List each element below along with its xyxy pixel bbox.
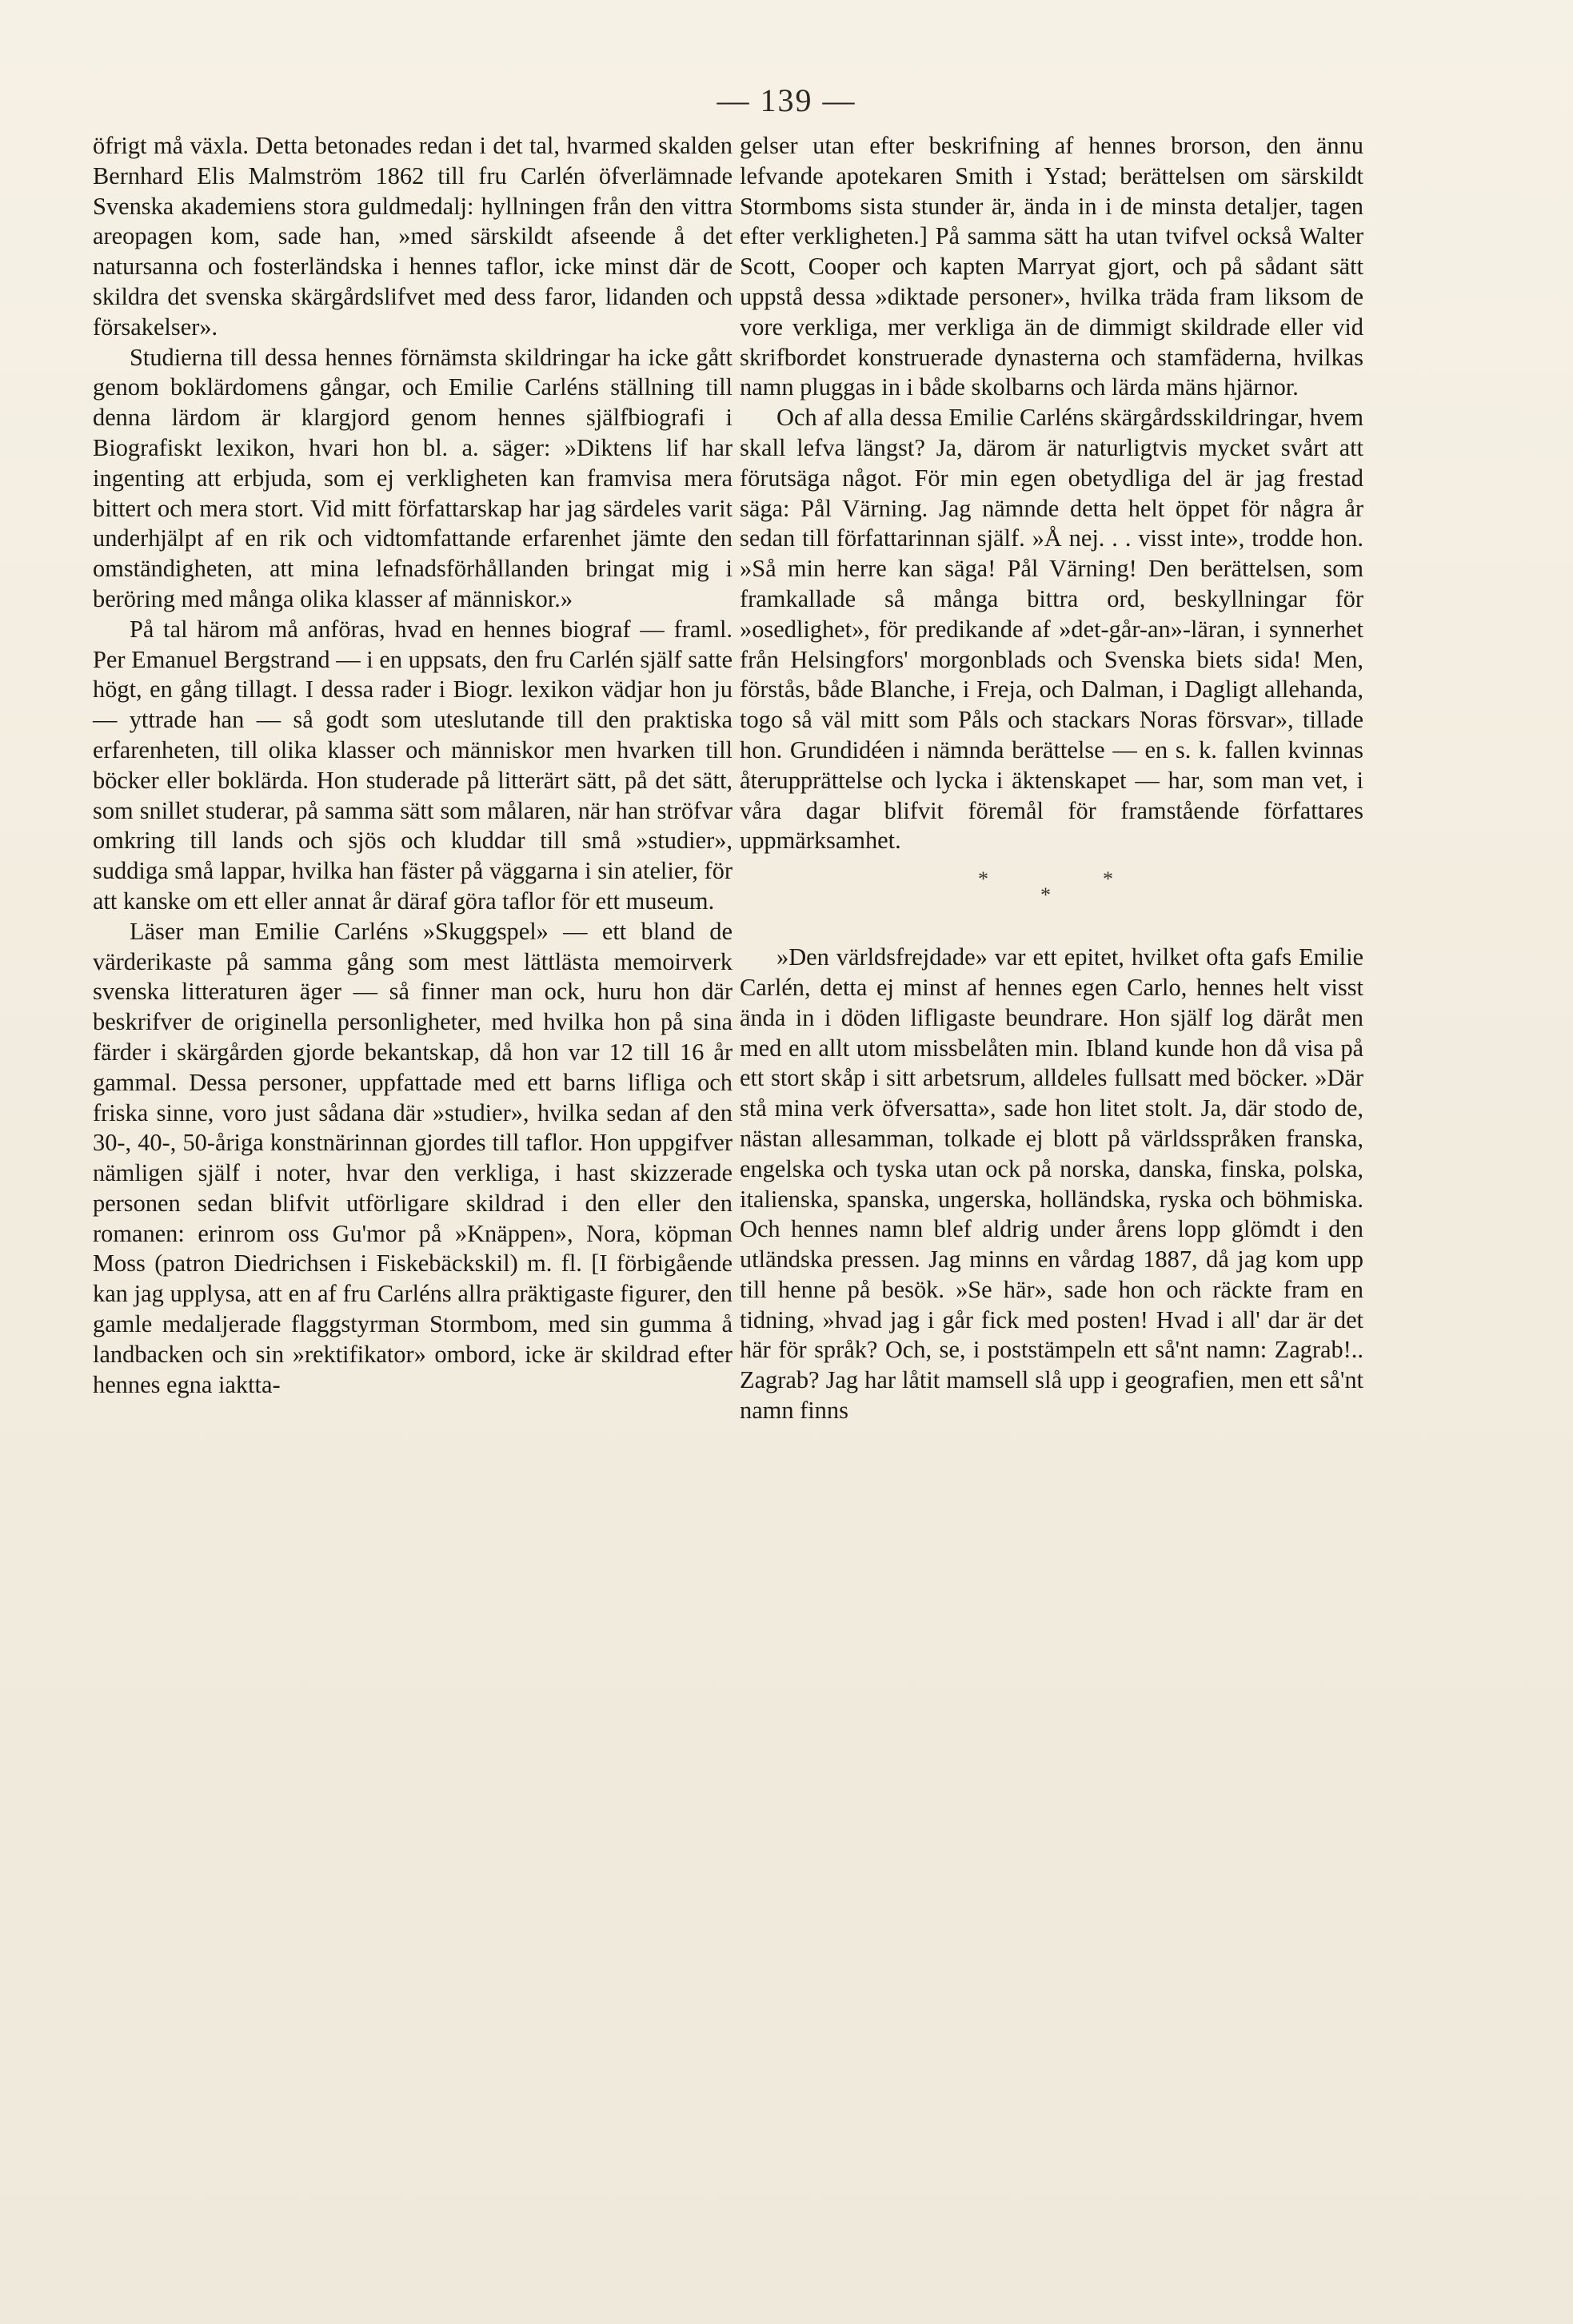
- left-column: [93, 131, 733, 1400]
- paragraph: Studierna till dessa hennes förnämsta skildringar ha icke gått genom boklärdomens gångar, och Emilie Carléns ställning till denna lärdom är klargjord genom hennes själfbiografi i Biografiskt lexikon, hvari hon bl. a. säger: »Diktens lif har ingenting att erbjuda, som ej verkligheten kan framvisa mera bittert och mera stort. Vid mitt författarskap har jag särdeles varit underhjälpt af en rik och vidtomfattande erfarenhet jämte den omständigheten, att mina lefnadsförhållanden bringat mig i beröring med många olika klasser af människor.»: [93, 343, 733, 612]
- paragraph: gelser utan efter beskrifning af hennes brorson, den ännu lefvande apotekaren Smith i Ystad; berättelsen om särskildt Stormboms sista stunder är, ända in i de minsta detaljer, tagen efter verkligheten.] På samma sätt ha utan tvifvel också Walter Scott, Cooper och kapten Marryat gjort, och på sådant sätt uppstå dessa »diktade personer», hvilka träda fram liksom de vore verkliga, mer verkliga än de dimmigt skildrade eller vid skrifbordet konstruerade dynasterna och stamfäderna, hvilkas namn pluggas in i både skolbarns och lärda mäns hjärnor.: [740, 132, 1363, 401]
- asterisk-glyph: *: [978, 867, 988, 891]
- paragraph: öfrigt må växla. Detta betonades redan i det tal, hvarmed skalden Bernhard Elis Malmström 1862 till fru Carlén öfverlämnade Svenska akademiens stora guldmedalj: hyllningen från den vittra areopagen kom, sade han, »med särskildt afseende å det natursanna och fosterländska i hennes taflor, icke minst där de skildra det svenska skärgårdslifvet med dess faror, lidanden och försakelser».: [93, 132, 733, 341]
- right-column: [740, 131, 1363, 1426]
- asterisk-glyph: *: [1103, 867, 1113, 891]
- paragraph: Läser man Emilie Carléns »Skuggspel» — ett bland de värderikaste på samma gång som mest lättlästa memoirverk svenska litteraturen äger — så finner man ock, huru hon där beskrifver de originella personligheter, med hvilka hon på sina färder i skärgården gjorde bekantskap, då hon var 12 till 16 år gammal. Dessa personer, uppfattade med ett barns lifliga och friska sinne, voro just sådana där »studier», hvilka sedan af den 30-, 40-, 50-åriga konstnärinnan gjordes till taflor. Hon uppgifver nämligen själf i noter, hvar den verkliga, i hast skizzerade personen sedan blifvit utförligare skildrad i den eller den romanen: erinrom oss Gu'mor på »Knäppen», Nora, köpman Moss (patron Diedrichsen i Fiskebäckskil) m. fl. [I förbigående kan jag upplysa, att en af fru Carléns allra präktigaste figurer, den gamle medaljerade flaggstyrman Stormbom, med sin gumma å landbacken och sin »rektifikator» ombord, icke är skildrad efter hennes egna iaktta-: [93, 917, 733, 1398]
- paragraph: På tal härom må anföras, hvad en hennes biograf — framl. Per Emanuel Bergstrand — i en uppsats, den fru Carlén själf satte högt, en gång tillagt. I dessa rader i Biogr. lexikon vädjar hon ju — yttrade han — så godt som uteslutande till den praktiska erfarenheten, till olika klasser och människor men hvarken till böcker eller boklärda. Hon studerade på litterärt sätt, på det sätt, som snillet studerar, på samma sätt som målaren, när han ströfvar omkring till lands och sjös och kluddar till små »studier», suddiga små lappar, hvilka han fäster på väggarna i sin atelier, för att kanske om ett eller annat år däraf göra taflor för ett museum.: [93, 615, 733, 915]
- page-number: — 139 —: [717, 82, 856, 118]
- paragraph: »Den världsfrejdade» var ett epitet, hvilket ofta gafs Emilie Carlén, detta ej minst af hennes egen Carlo, hennes helt visst ända in i döden lifligaste beundrare. Hon själf log däråt men med en allt utom missbelåten min. Ibland kunde hon då visa på ett stort skåp i sitt arbetsrum, alldeles fullsatt med böcker. »Där stå mina verk öfversatta», sade hon litet stolt. Ja, där stodo de, nästan allesamman, tolkade ej blott på världsspråken franska, engelska och tyska utan ock på norska, danska, finska, polska, italienska, spanska, ungerska, holländska, ryska och böhmiska. Och hennes namn blef aldrig under årens lopp glömdt i den utländska pressen. Jag minns en vårdag 1887, då jag kom upp till henne på besök. »Se här», sade hon och räckte fram en tidning, »hvad jag i går fick med posten! Hvad i all' dar är det här för språk? Och, se, i poststämpeln ett så'nt namn: Zagrab!.. Zagrab? Jag har låtit mamsell slå upp i geografien, men ett så'nt namn finns: [740, 943, 1363, 1425]
- asterisk-glyph: *: [1040, 883, 1051, 907]
- paragraph: Och af alla dessa Emilie Carléns skärgårdsskildringar, hvem skall lefva längst? Ja, därom är naturligtvis mycket svårt att förutsäga något. För min egen obetydliga del är jag frestad säga: Pål Värning. Jag nämnde detta helt öppet för några år sedan till författarinnan själf. »Å nej. . . visst inte», trodde hon. »Så min herre kan säga! Pål Värning! Den berättelsen, som framkallade så många bittra ord, beskyllningar för »osedlighet», för predikande af »det-går-an»-läran, i synnerhet från Helsingfors' morgonblads och Svenska biets sida! Men, förstås, både Blanche, i Freja, och Dalman, i Dagligt allehanda, togo så väl mitt som Påls och stackars Noras försvar», tillade hon. Grundidéen i nämnda berättelse — en s. k. fallen kvinnas återupprättelse och lycka i äktenskapet — har, som man vet, i våra dagar blifvit föremål för framstående författares uppmärksamhet.: [740, 404, 1363, 855]
- section-break-asterism: [740, 864, 1363, 911]
